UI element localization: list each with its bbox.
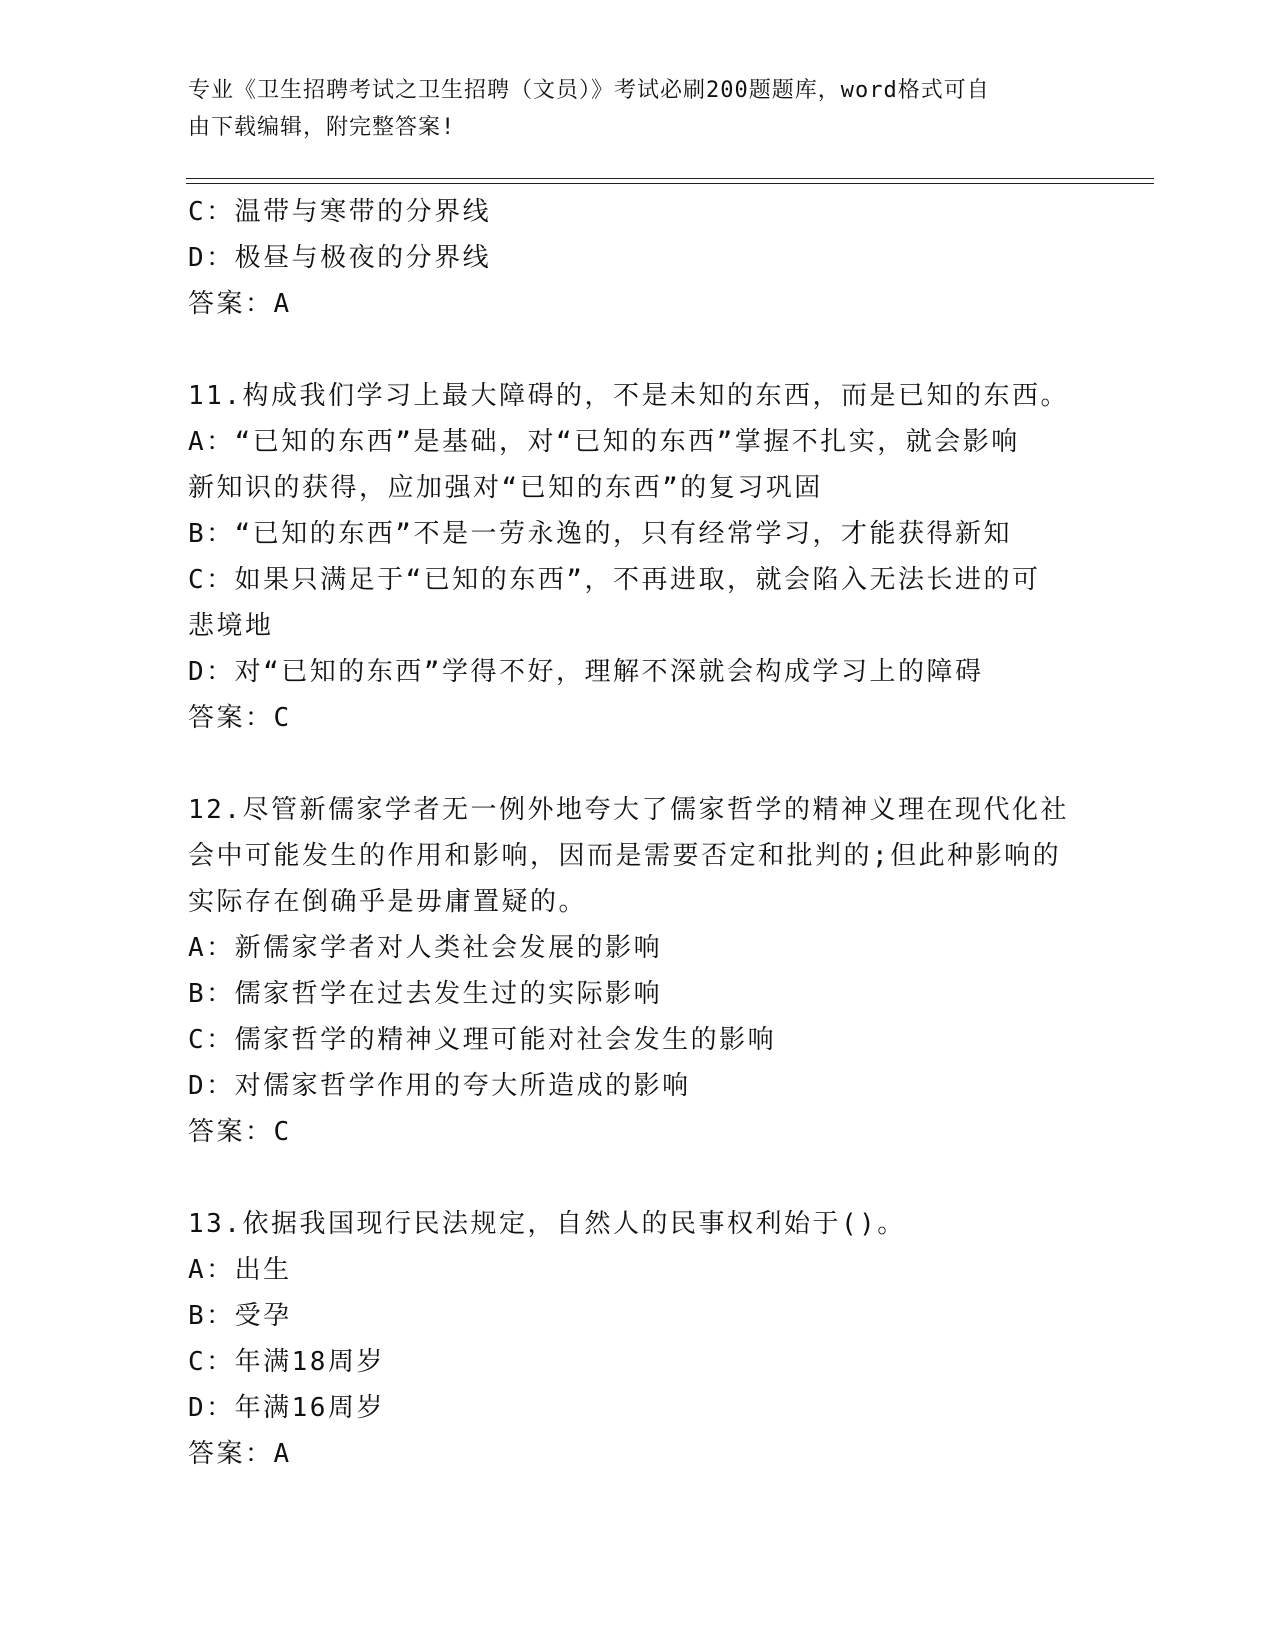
question-13 [188, 1201, 1088, 1477]
q11-option-c-line2: 悲境地 [188, 611, 274, 641]
q10-option-d: D：极昼与极夜的分界线 [188, 243, 492, 273]
q12-stem-line2: 会中可能发生的作用和影响，因而是需要否定和批判的;但此种影响的 [188, 841, 1062, 871]
q12-option-c: C：儒家哲学的精神义理可能对社会发生的影响 [188, 1025, 777, 1055]
question-10-continued [188, 189, 1088, 327]
q11-option-d: D：对“已知的东西”学得不好，理解不深就会构成学习上的障碍 [188, 657, 984, 687]
q10-answer: 答案：A [188, 289, 292, 319]
q12-stem-line1: 12.尽管新儒家学者无一例外地夸大了儒家哲学的精神义理在现代化社 [188, 795, 1069, 825]
spacer [188, 327, 1088, 373]
spacer [188, 741, 1088, 787]
q12-option-d: D：对儒家哲学作用的夸大所造成的影响 [188, 1071, 691, 1101]
page-header [188, 72, 1068, 146]
q12-option-a: A：新儒家学者对人类社会发展的影响 [188, 933, 663, 963]
q13-option-a: A：出生 [188, 1255, 292, 1285]
q13-stem: 13.依据我国现行民法规定，自然人的民事权利始于()。 [188, 1209, 906, 1239]
q12-option-b: B：儒家哲学在过去发生过的实际影响 [188, 979, 663, 1009]
question-content [188, 189, 1088, 1477]
q12-stem-line3: 实际存在倒确乎是毋庸置疑的。 [188, 887, 588, 917]
header-rule-bottom [186, 183, 1154, 184]
question-11 [188, 373, 1088, 741]
header-rule-top [186, 178, 1154, 179]
q11-option-c-line1: C：如果只满足于“已知的东西”，不再进取，就会陷入无法长进的可 [188, 565, 1041, 595]
q11-option-a-line2: 新知识的获得，应加强对“已知的东西”的复习巩固 [188, 473, 823, 503]
q11-option-b: B：“已知的东西”不是一劳永逸的，只有经常学习，才能获得新知 [188, 519, 1012, 549]
q11-answer: 答案：C [188, 703, 292, 733]
q13-option-c: C：年满18周岁 [188, 1347, 385, 1377]
q11-stem: 11.构成我们学习上最大障碍的，不是未知的东西，而是已知的东西。 [188, 381, 1069, 411]
header-line-1: 专业《卫生招聘考试之卫生招聘（文员）》考试必刷200题题库，word格式可自 [188, 78, 990, 103]
q10-option-c: C：温带与寒带的分界线 [188, 197, 492, 227]
header-line-2: 由下载编辑，附完整答案! [188, 115, 456, 140]
question-12 [188, 787, 1088, 1155]
q13-option-d: D：年满16周岁 [188, 1393, 385, 1423]
q12-answer: 答案：C [188, 1117, 292, 1147]
spacer [188, 1155, 1088, 1201]
q11-option-a-line1: A：“已知的东西”是基础，对“已知的东西”掌握不扎实，就会影响 [188, 427, 1020, 457]
q13-option-b: B：受孕 [188, 1301, 292, 1331]
q13-answer: 答案：A [188, 1439, 292, 1469]
